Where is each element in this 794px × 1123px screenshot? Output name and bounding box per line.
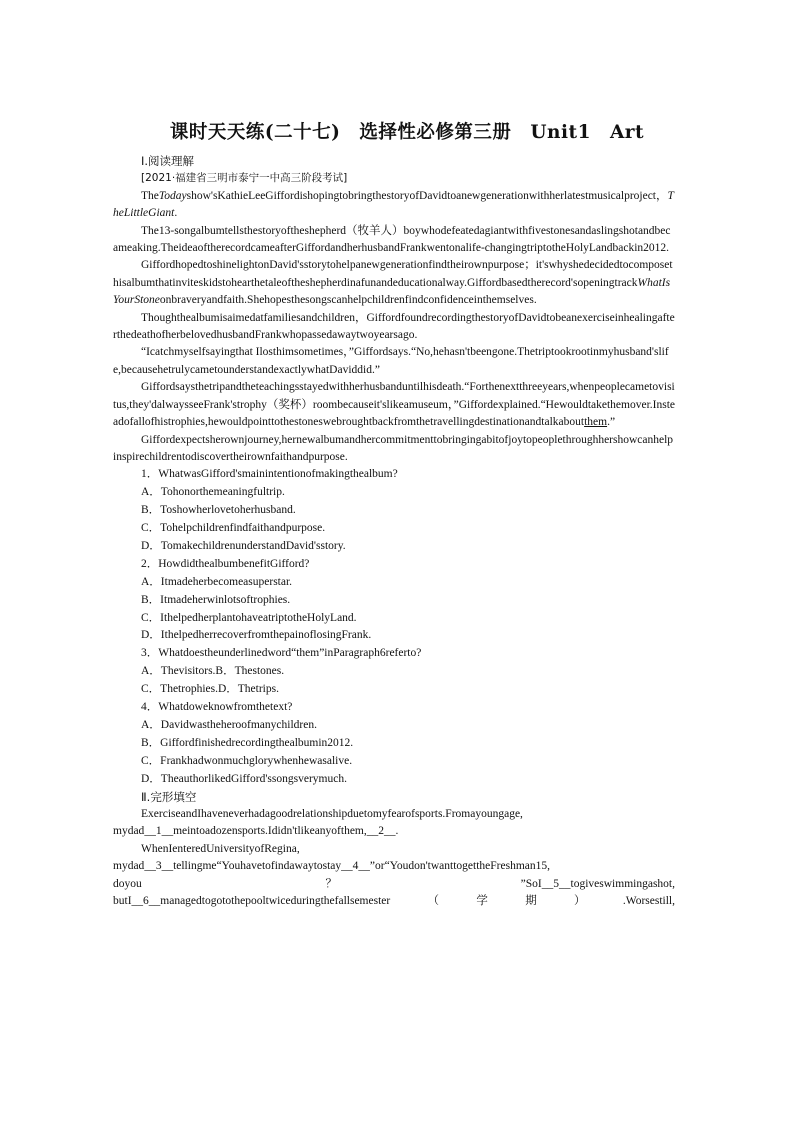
page-title: 课时天天练(二十七) 选择性必修第三册 Unit1 Art — [169, 122, 645, 143]
blank-4: __4__ — [341, 860, 370, 873]
section-heading-reading: Ⅰ.阅读理解 — [141, 154, 195, 168]
paragraph-7: Giffordexpectsherownjourney,hernewalbumandhercommitmenttobringingabitofjoytopeoplethroughhershowcanhelpinspirechildrentodiscovertheirownfaithandpurpose. — [113, 433, 674, 463]
blank-5: __5__ — [541, 877, 571, 890]
paragraph-2: The13-songalbumtellsthestoryoftheshepherd（牧羊人）boywhodefeatedagiantwithfivestonesandaslingshotandbecameaking.TheideaoftherecordcameafterGiffordandherhusbandFrankwentonalife-changingtriptotheHolyLandbackin2012. — [113, 224, 671, 255]
question-stem: 1．WhatwasGifford'smainintentionofmakingthealbum? — [141, 468, 398, 481]
paragraph-1: TheTodayshow'sKathieLeeGiffordishopingtobringthestoryofDavidtoanewgenerationwithherlatestmusicalproject，TheLittleGiant. — [113, 189, 674, 220]
option: A．Davidwastheheroofmanychildren. — [141, 719, 317, 731]
option: C．IthelpedherplantohaveatriptotheHolyLand. — [141, 611, 357, 624]
blank-6: __6__ — [131, 895, 161, 908]
blank-2: __2__ — [366, 825, 396, 838]
option: A．Tohonorthemeaningfultrip. — [141, 486, 285, 499]
option: C．Frankhadwonmuchglorywhenhewasalive. — [141, 754, 353, 767]
cloze-line: ExerciseandIhaveneverhadagoodrelationshipduetomyfearofsports.Fromayoungage, — [141, 808, 523, 821]
option: B．Toshowherlovetoherhusband. — [141, 504, 296, 517]
blank-3: __3__ — [144, 860, 174, 873]
option: D．TomakechildrenunderstandDavid'sstory. — [141, 539, 346, 552]
cloze-line: WhenIenteredUniversityofRegina, — [141, 842, 300, 855]
option: D．TheauthorlikedGifford'ssongsverymuch. — [141, 772, 347, 785]
paragraph-5: “Icatchmyselfsayingthat Ilosthimsometimes，”Giffordsays.“No,hehasn'tbeengone.Thetriptookrootinmyhusband'slife,becausehetrulycametounderstandexactlywhatDaviddid.” — [113, 346, 669, 376]
question-stem: 2．HowdidthealbumbenefitGifford? — [141, 557, 310, 570]
paragraph-4: Thoughthealbumisaimedatfamiliesandchildren，GiffordfoundrecordingthestoryofDavidtobeanexerciseinhealingafterthedeathofherbelovedhusbandFrankwhopassedawaytwoyearsago. — [113, 311, 675, 342]
option: C．Tohelpchildrenfindfaithandpurpose. — [141, 522, 326, 535]
cloze-line: butI__6__managedtogotothepooltwiceduringthefallsemester（学期）.Worsestill, — [113, 895, 675, 908]
question-2 — [113, 556, 675, 646]
paragraph-3: GiffordhopedtoshinelightonDavid'sstorytohelpanewgenerationfindtheirownpurpose；it'swhyshedecidedtocomposethisalbumthatinviteskidstohearthetaleoftheshepherdinafunandeducationalway.Giffordbasedtherecord'sopeningtrackWhatIsYourStoneonbraveryandfaith.Shehopesthesongscanhelpchildrenfindconfidenceinthemselves. — [113, 259, 673, 307]
option: A．Thevisitors.B．Thestones. — [141, 665, 285, 678]
page — [113, 118, 675, 910]
cloze-line: mydad__1__meintoadozensports.Ididn'tlikeanyofthem,__2__. — [113, 825, 399, 838]
option: B．Itmadeherwinlotsoftrophies. — [141, 593, 291, 606]
option: D．IthelpedherrecoverfromthepainoflosingFrank. — [141, 629, 372, 642]
underlined-word: them — [584, 416, 608, 429]
option: B．Giffordfinishedrecordingthealbumin2012. — [141, 736, 354, 749]
question-stem: 4．Whatdoweknowfromthetext? — [141, 701, 293, 714]
question-4 — [113, 699, 675, 789]
blank-1: __1__ — [144, 825, 174, 838]
question-1 — [113, 466, 675, 556]
cloze-line: doyou？”SoI__5__togiveswimmingashot, — [113, 877, 675, 890]
option: C．Thetrophies.D．Thetrips. — [141, 683, 279, 696]
option: A．Itmadeherbecomeasuperstar. — [141, 575, 293, 588]
paragraph-6: Giffordsaysthetripandtheteachingsstayedwithherhusbanduntilhisdeath.“Forthenextthreeyears,whenpeoplecametovisitus,they'dalwaysseeFrank'strophy（奖杯）roombecauseit'slikeamuseum，”Giffordexplained.“Hewouldtakethemover.Insteadofallofhistrophies,hewouldpointtothestoneswebroughtbackfromthetravellingdestinationandtalkaboutthem.” — [113, 381, 676, 429]
section-heading-cloze: Ⅱ.完形填空 — [141, 789, 197, 804]
question-3 — [113, 645, 675, 699]
cloze-line: mydad__3__tellingme“Youhavetofindawaytostay__4__”or“Youdon'twanttogettheFreshman15, — [113, 860, 551, 873]
question-stem: 3．Whatdoestheunderlinedword“them”inParagraph6referto? — [141, 647, 422, 660]
source-note: [2021·福建省三明市泰宁一中高三阶段考试] — [141, 172, 348, 185]
